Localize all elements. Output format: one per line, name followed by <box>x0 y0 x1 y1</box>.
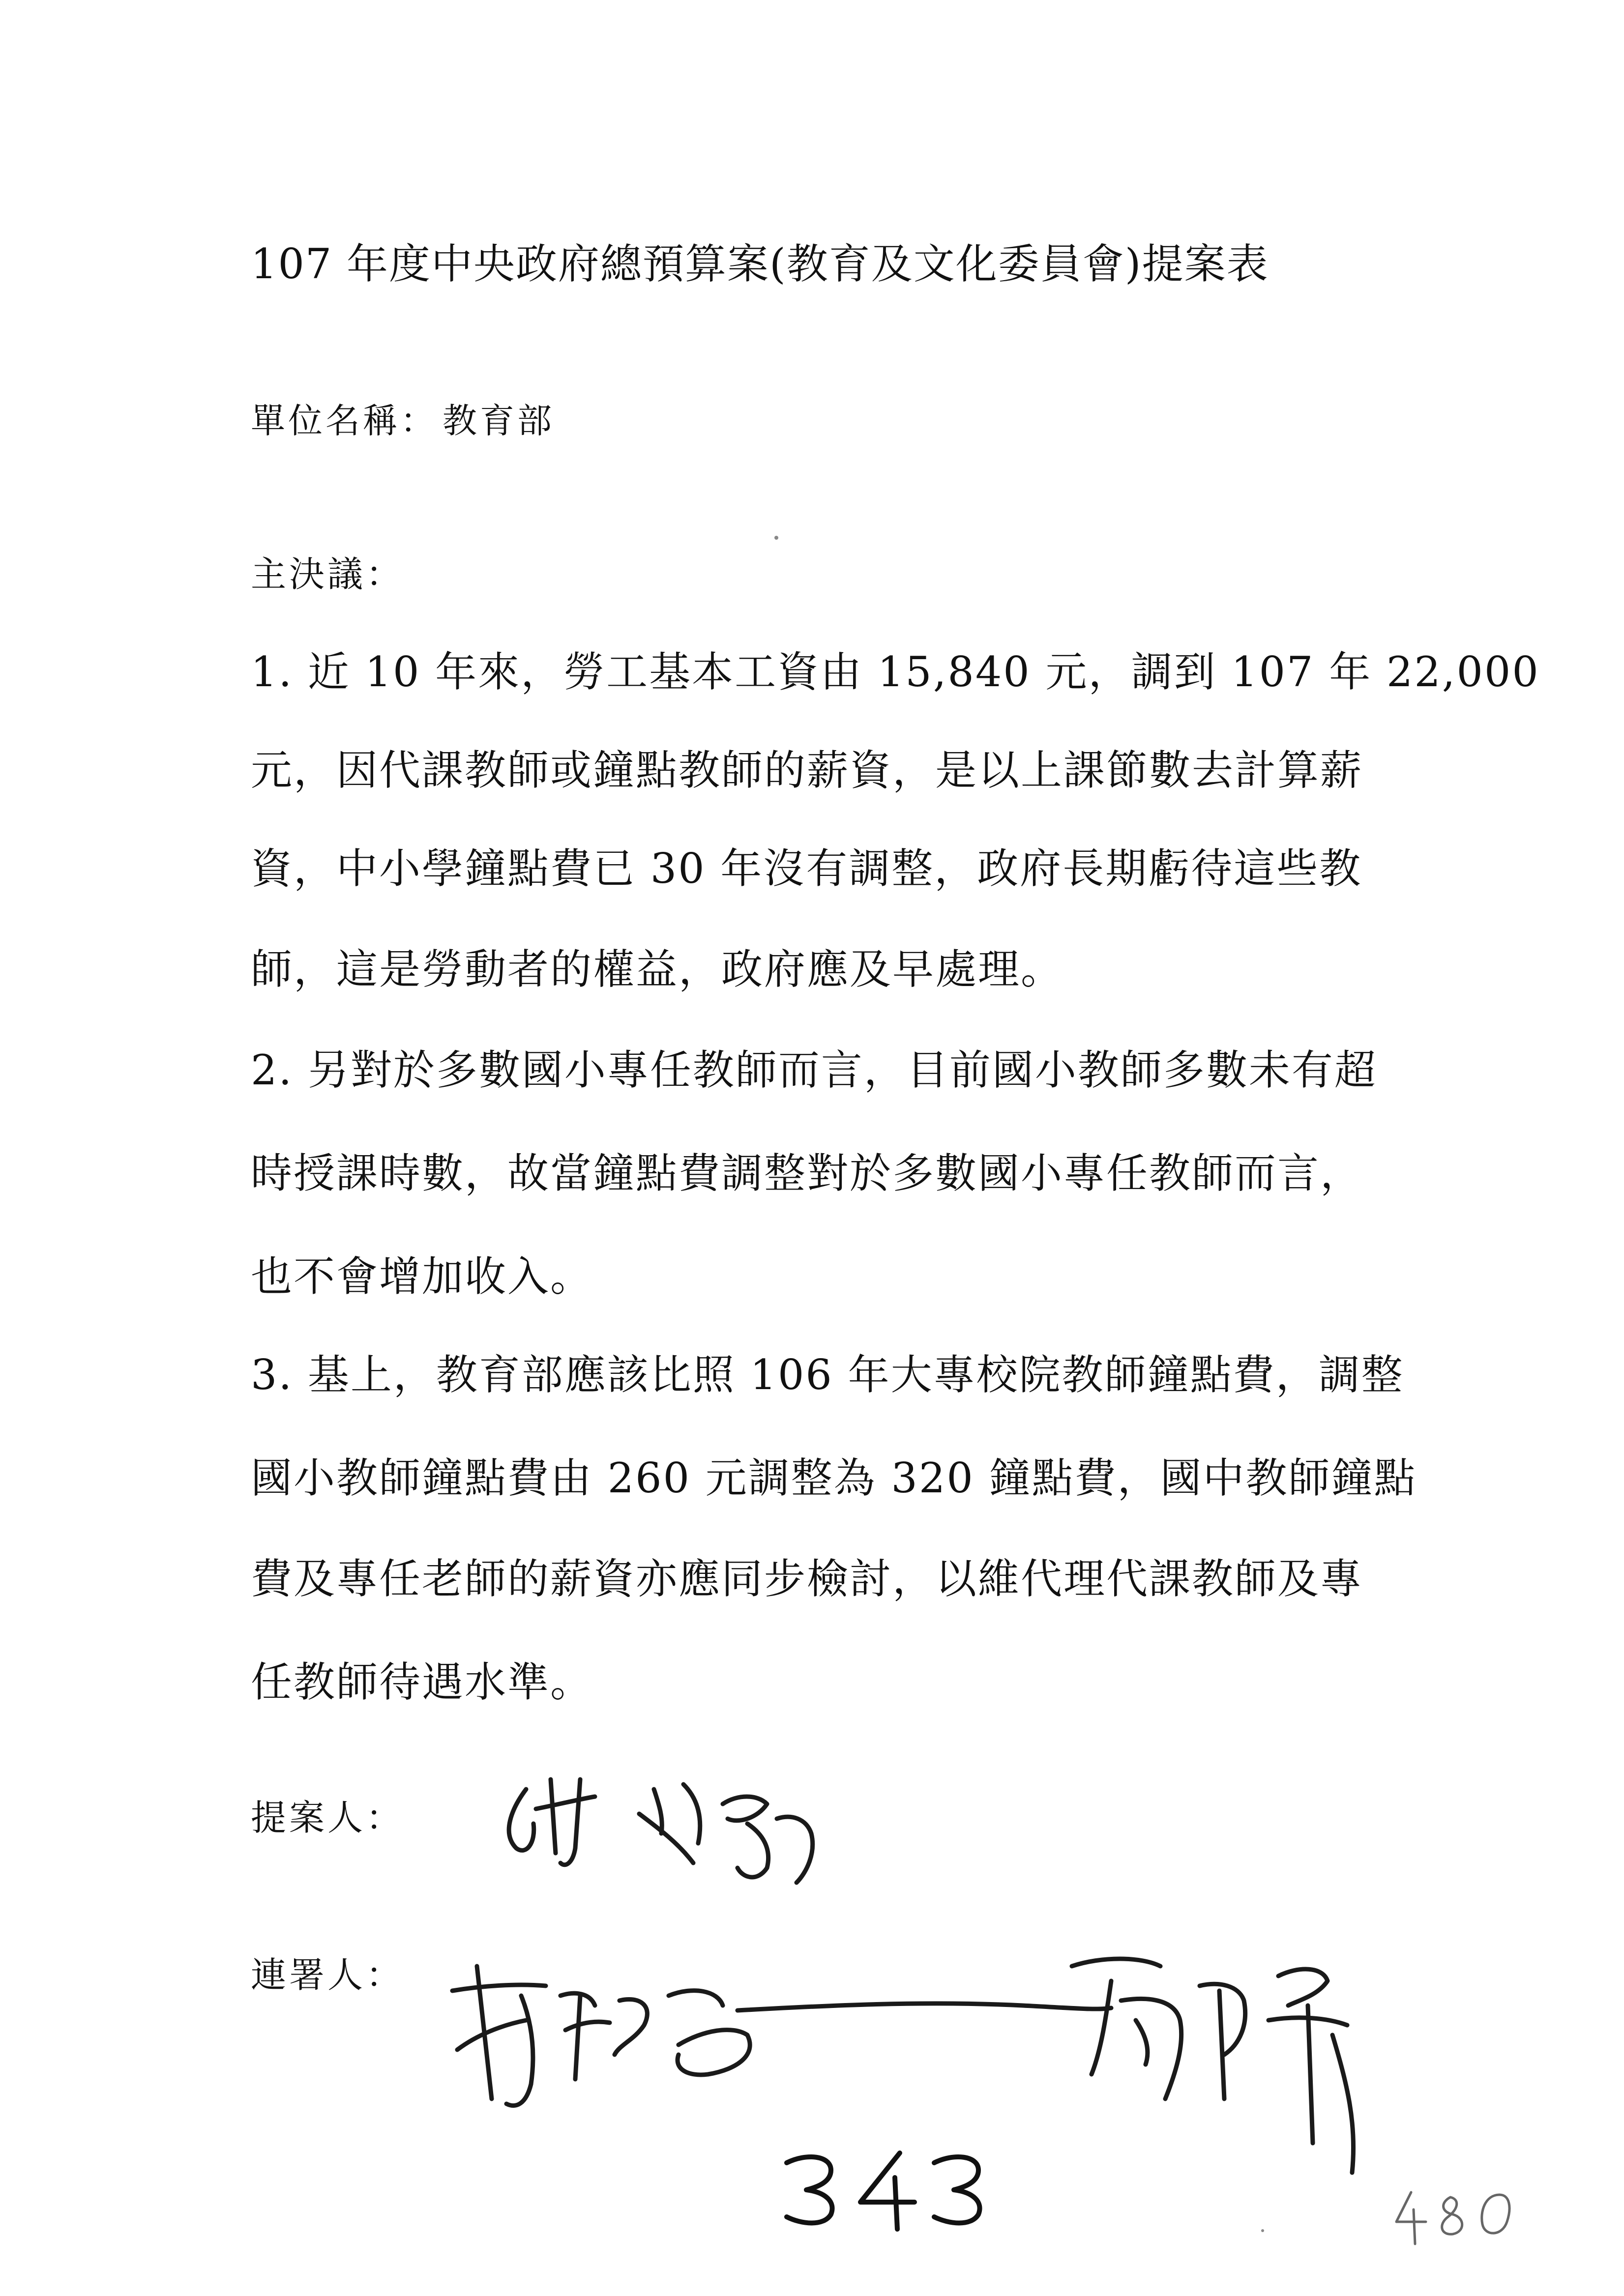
handwritten-page-number <box>777 2143 1003 2232</box>
main-resolution-label: 主決議： <box>251 553 405 595</box>
unit-row <box>251 393 555 443</box>
scan-speck <box>774 536 778 540</box>
paragraph-1-line-2: 元，因代課教師或鐘點教師的薪資，是以上課節數去計算薪 <box>251 746 1363 794</box>
proposer-signature <box>492 1750 865 1897</box>
paragraph-1-line-1: 1. 近 10 年來，勞工基本工資由 15,840 元，調到 107 年 22,000 <box>251 648 1540 696</box>
paragraph-3-line-3: 費及專任老師的薪資亦應同步檢討，以維代理代課教師及專 <box>251 1555 1363 1603</box>
unit-value: 教育部 <box>443 401 555 441</box>
paragraph-2-line-2: 時授課時數，故當鐘點費調整對於多數國小專任教師而言， <box>251 1149 1363 1197</box>
paragraph-2-line-3: 也不會增加收入。 <box>251 1252 593 1301</box>
document-title: 107 年度中央政府總預算案(教育及文化委員會)提案表 <box>251 240 1269 288</box>
paragraph-2-line-1: 2. 另對於多數國小專任教師而言，目前國小教師多數未有超 <box>251 1046 1377 1094</box>
handwritten-note <box>1391 2182 1529 2251</box>
scan-speck <box>1261 2229 1264 2232</box>
unit-label: 單位名稱： <box>251 401 438 441</box>
paragraph-1-line-3: 資，中小學鐘點費已 30 年沒有調整，政府長期虧待這些教 <box>251 844 1362 893</box>
paragraph-3-line-2: 國小教師鐘點費由 260 元調整為 320 鐘點費，國中教師鐘點 <box>251 1454 1417 1502</box>
paragraph-3-line-4: 任教師待遇水準。 <box>251 1658 593 1706</box>
paragraph-3-line-1: 3. 基上，教育部應該比照 106 年大專校院教師鐘點費，調整 <box>251 1351 1404 1399</box>
proposer-label: 提案人： <box>251 1797 405 1838</box>
cosigners-label: 連署人： <box>251 1954 405 1996</box>
paragraph-1-line-4: 師，這是勞動者的權益，政府應及早處理。 <box>251 945 1064 993</box>
